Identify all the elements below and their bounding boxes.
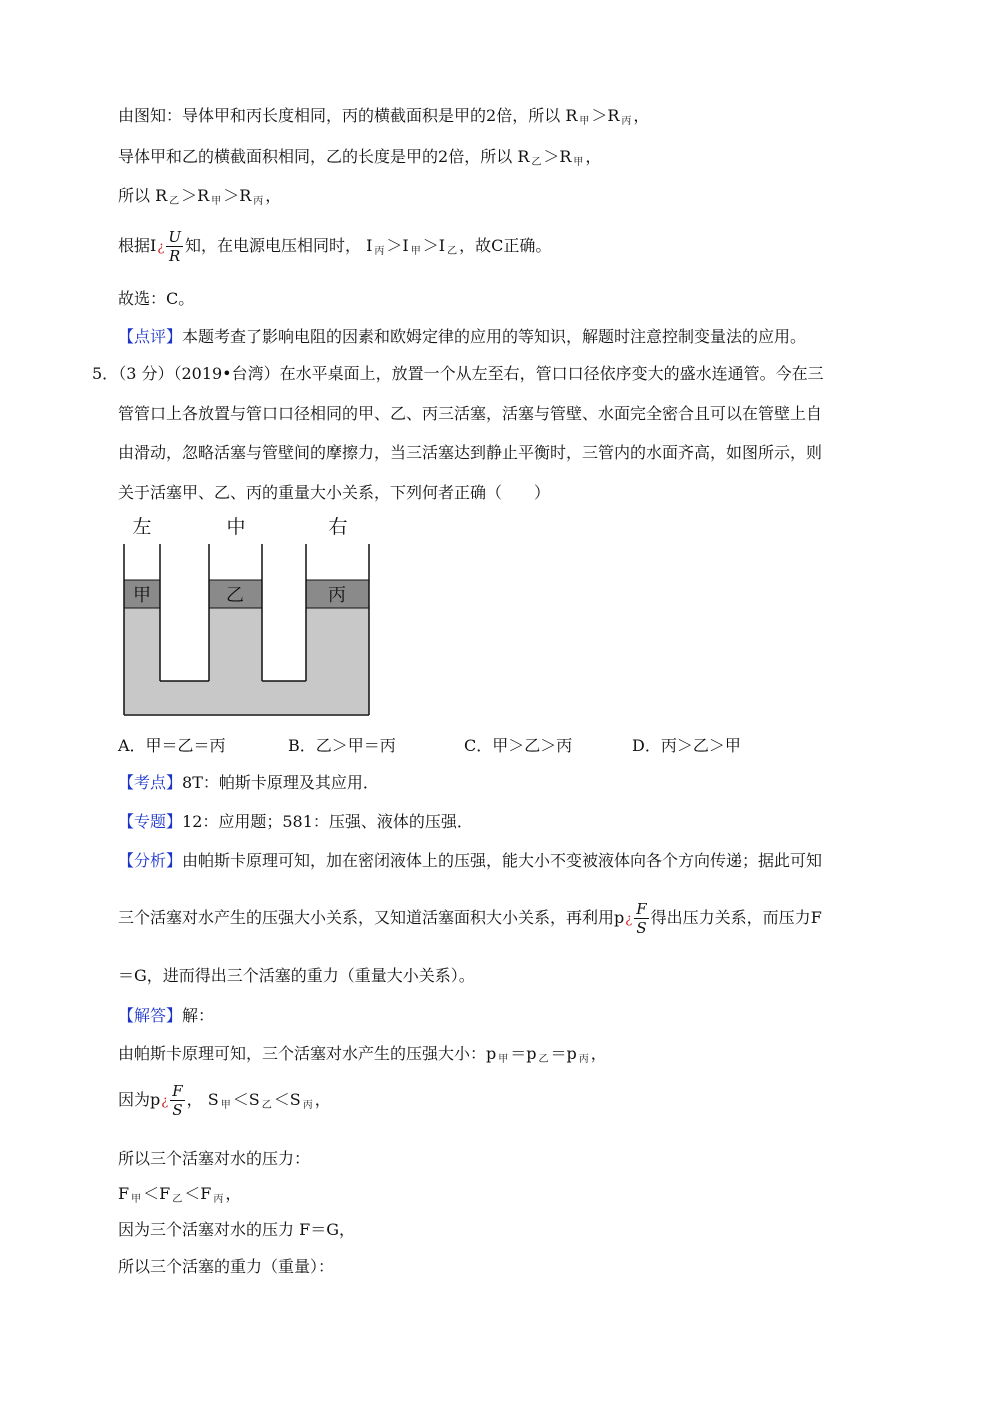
denominator: R bbox=[169, 247, 181, 265]
text: ， bbox=[585, 147, 602, 166]
denominator: S bbox=[636, 919, 647, 937]
question-text: （3 分）（2019•台湾）在水平桌面上，放置一个从左至右，管口口径依序变大的盛水连通管。今在三 bbox=[118, 364, 824, 383]
subscript: 甲 bbox=[579, 116, 590, 127]
solution5-line-2 bbox=[118, 1080, 331, 1126]
text: 导体甲和乙的横截面积相同，乙的长度是甲的 bbox=[118, 147, 439, 166]
text: 2 bbox=[438, 147, 449, 166]
label-left: 左 bbox=[132, 516, 152, 538]
jieda-text: 解： bbox=[182, 1006, 215, 1025]
zhuanti-tag: 【专题】 bbox=[118, 812, 183, 831]
subscript: 乙 bbox=[172, 1194, 183, 1205]
option-c[interactable]: C．甲＞乙＞丙 bbox=[464, 736, 573, 755]
text: ＞R bbox=[181, 186, 210, 205]
text: I bbox=[366, 236, 373, 255]
label-right: 右 bbox=[328, 516, 348, 538]
text: ，故 bbox=[459, 236, 492, 255]
text: ＞R bbox=[591, 106, 620, 125]
subscript: 丙 bbox=[621, 116, 632, 127]
text: 由图知：导体甲和丙长度相同，丙的横截面积是甲的 bbox=[118, 106, 487, 125]
text: ＜F bbox=[143, 1184, 171, 1203]
text: 倍，所以 bbox=[496, 106, 561, 125]
fenxi-tag: 【分析】 bbox=[118, 851, 183, 870]
text: ＜F bbox=[184, 1184, 212, 1203]
subscript: 丙 bbox=[253, 196, 264, 207]
connected-tubes-diagram bbox=[108, 508, 388, 724]
text: ＜S bbox=[232, 1090, 260, 1109]
text: R bbox=[565, 106, 578, 125]
text: 正确。 bbox=[503, 236, 552, 255]
numerator: F bbox=[172, 1082, 183, 1100]
text: 倍，所以 bbox=[448, 147, 513, 166]
kaodian-text: 8T：帕斯卡原理及其应用． bbox=[182, 773, 379, 792]
question-5-line-2: 管管口上各放置与管口口径相同的甲、乙、丙三活塞，活塞与管壁、水面完全密合且可以在管壁上自 bbox=[118, 404, 823, 423]
subscript: 甲 bbox=[220, 1100, 231, 1111]
text: R bbox=[155, 186, 168, 205]
kaodian-tag: 【考点】 bbox=[118, 773, 183, 792]
text: F bbox=[810, 908, 822, 927]
subscript: 甲 bbox=[498, 1054, 509, 1065]
comment-tag: 【点评】 bbox=[118, 327, 183, 346]
text: I bbox=[150, 236, 157, 255]
text: ， bbox=[590, 1044, 607, 1063]
question-5-line-1 bbox=[92, 364, 824, 384]
text: ＜S bbox=[273, 1090, 301, 1109]
jieda-line bbox=[118, 1006, 214, 1026]
text: 由帕斯卡原理可知，三个活塞对水产生的压强大小： bbox=[118, 1044, 487, 1063]
text: ， bbox=[186, 1090, 203, 1109]
text: 得出压力关系，而压力 bbox=[650, 908, 811, 927]
text: C bbox=[491, 236, 504, 255]
text: ， bbox=[633, 106, 650, 125]
text: ， bbox=[314, 1090, 331, 1109]
solution-line-1 bbox=[118, 106, 649, 132]
question-5-line-4: 关于活塞甲、乙、丙的重量大小关系，下列何者正确（ ） bbox=[118, 483, 551, 502]
solution-line-4 bbox=[118, 226, 551, 272]
text: 根据 bbox=[118, 236, 151, 255]
numerator: F bbox=[636, 900, 647, 918]
text: ＞R bbox=[223, 186, 252, 205]
text: R bbox=[517, 147, 530, 166]
text: ， bbox=[265, 186, 282, 205]
text: ＝p bbox=[550, 1044, 577, 1063]
option-d[interactable]: D．丙＞乙＞甲 bbox=[632, 736, 741, 755]
solution5-line-5: 因为三个活塞对水的压力 F＝G， bbox=[118, 1220, 355, 1239]
fraction-f-over-s bbox=[634, 900, 648, 937]
text: ＝p bbox=[510, 1044, 537, 1063]
text: 因为 bbox=[118, 1090, 151, 1109]
text: S bbox=[207, 1090, 219, 1109]
question-5-line-3: 由滑动，忽略活塞与管壁间的摩擦力，当三活塞达到静止平衡时，三管内的水面齐高，如图所示，则 bbox=[118, 443, 823, 462]
missing-symbol: ¿ bbox=[161, 1094, 169, 1109]
solution5-line-6: 所以三个活塞的重力（重量）： bbox=[118, 1257, 335, 1276]
text: p bbox=[486, 1044, 497, 1063]
options-row bbox=[118, 736, 741, 756]
text: ， bbox=[225, 1184, 242, 1203]
question-number: 5． bbox=[92, 364, 119, 383]
fenxi-line-1 bbox=[118, 851, 822, 871]
subscript: 乙 bbox=[538, 1054, 549, 1065]
text: p bbox=[150, 1090, 161, 1109]
option-a[interactable]: A．甲＝乙＝丙 bbox=[118, 736, 226, 755]
subscript: 乙 bbox=[169, 196, 180, 207]
solution5-line-3: 所以三个活塞对水的压力： bbox=[118, 1149, 311, 1168]
kaodian-line bbox=[118, 773, 379, 793]
text: F bbox=[118, 1184, 130, 1203]
answer-line: 故选：C。 bbox=[118, 289, 195, 308]
label-middle: 中 bbox=[226, 516, 246, 538]
subscript: 乙 bbox=[261, 1100, 272, 1111]
numerator: U bbox=[168, 228, 181, 246]
comment-line bbox=[118, 327, 806, 347]
subscript: 丙 bbox=[374, 246, 385, 257]
subscript: 甲 bbox=[131, 1194, 142, 1205]
denominator: S bbox=[172, 1101, 183, 1119]
missing-symbol: ¿ bbox=[157, 240, 165, 255]
solution-line-2 bbox=[118, 147, 601, 173]
subscript: 乙 bbox=[531, 157, 542, 168]
solution-line-3 bbox=[118, 186, 281, 212]
gap-left bbox=[160, 546, 209, 681]
subscript: 甲 bbox=[573, 157, 584, 168]
piston-label-yi: 乙 bbox=[226, 585, 244, 606]
piston-label-jia: 甲 bbox=[133, 585, 151, 606]
subscript: 甲 bbox=[410, 246, 421, 257]
subscript: 丙 bbox=[578, 1054, 589, 1065]
subscript: 丙 bbox=[302, 1100, 313, 1111]
gap-right bbox=[262, 546, 306, 681]
subscript: 甲 bbox=[211, 196, 222, 207]
jieda-tag: 【解答】 bbox=[118, 1006, 183, 1025]
zhuanti-text: 12：应用题；581：压强、液体的压强． bbox=[182, 812, 473, 831]
text: 知，在电源电压相同时， bbox=[184, 236, 361, 255]
fenxi-line-3: ＝G，进而得出三个活塞的重力（重量大小关系）。 bbox=[118, 966, 475, 985]
text: 所以 bbox=[118, 186, 151, 205]
subscript: 丙 bbox=[213, 1194, 224, 1205]
solution5-line-4 bbox=[118, 1184, 241, 1210]
fenxi-line-2 bbox=[118, 898, 822, 940]
text: 三个活塞对水产生的压强大小关系，又知道活塞面积大小关系，再利用 bbox=[118, 908, 615, 927]
text: ＞I bbox=[386, 236, 409, 255]
comment-text: 本题考查了影响电阻的因素和欧姆定律的应用的等知识，解题时注意控制变量法的应用。 bbox=[182, 327, 807, 346]
text: ＞I bbox=[422, 236, 446, 255]
text: ＞R bbox=[543, 147, 572, 166]
subscript: 乙 bbox=[447, 246, 458, 257]
zhuanti-line bbox=[118, 812, 473, 832]
option-b[interactable]: B．乙＞甲＝丙 bbox=[288, 736, 396, 755]
missing-symbol: ¿ bbox=[625, 912, 633, 927]
solution5-line-1 bbox=[118, 1044, 607, 1070]
text: p bbox=[614, 908, 625, 927]
fraction-u-over-r bbox=[166, 228, 183, 265]
piston-label-bing: 丙 bbox=[328, 585, 346, 606]
fenxi-text: 由帕斯卡原理可知，加在密闭液体上的压强，能大小不变被液体向各个方向传递；据此可知 bbox=[182, 851, 823, 870]
fraction-f-over-s bbox=[170, 1082, 184, 1119]
text: 2 bbox=[486, 106, 497, 125]
